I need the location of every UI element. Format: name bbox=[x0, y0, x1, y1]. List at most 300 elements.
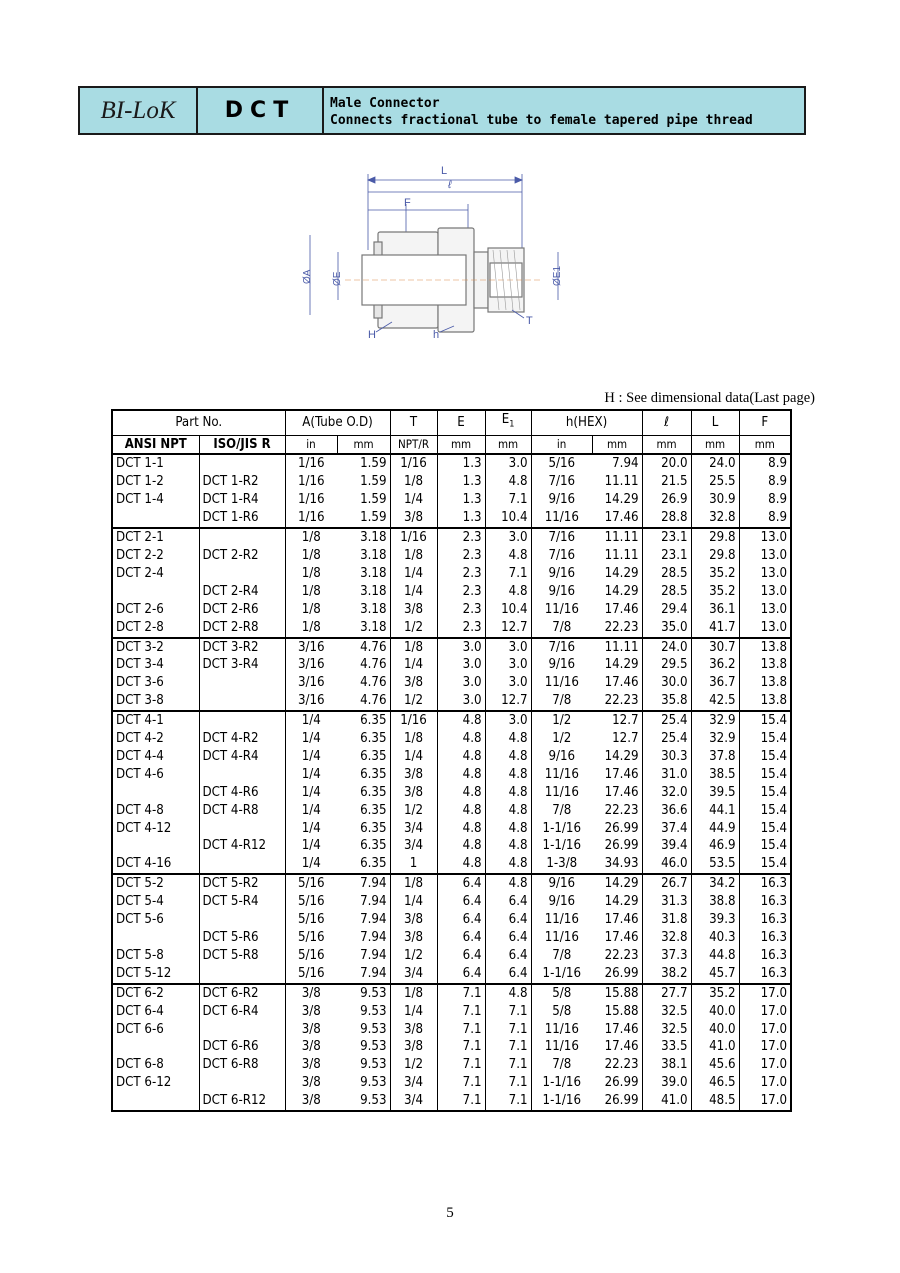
table-row bbox=[112, 692, 791, 711]
table-cell: 17.46 bbox=[592, 1021, 642, 1039]
table-cell: 11.11 bbox=[592, 638, 642, 657]
table-cell: 9/16 bbox=[531, 565, 592, 583]
unit-cell: mm bbox=[337, 435, 390, 454]
table-cell: 3/8 bbox=[390, 911, 437, 929]
table-cell: 6.4 bbox=[437, 911, 485, 929]
table-cell bbox=[199, 692, 285, 711]
table-cell: 11.11 bbox=[592, 473, 642, 491]
table-cell: 3/8 bbox=[390, 766, 437, 784]
table-cell: 17.46 bbox=[592, 911, 642, 929]
table-cell: 7/8 bbox=[531, 947, 592, 965]
table-cell: 3.18 bbox=[337, 619, 390, 638]
unit-cell: ANSI NPT bbox=[112, 435, 199, 454]
table-cell: 4.8 bbox=[437, 766, 485, 784]
table-cell: 3/16 bbox=[285, 638, 337, 657]
table-cell: 4.8 bbox=[485, 748, 531, 766]
table-cell: 7/8 bbox=[531, 619, 592, 638]
table-cell: 5/16 bbox=[285, 893, 337, 911]
table-cell: 31.8 bbox=[642, 911, 691, 929]
table-cell: 7.1 bbox=[485, 491, 531, 509]
table-cell: 7/16 bbox=[531, 638, 592, 657]
table-cell: 1/4 bbox=[390, 656, 437, 674]
table-cell: 16.3 bbox=[739, 911, 791, 929]
table-cell: 3/16 bbox=[285, 674, 337, 692]
table-cell: 41.0 bbox=[642, 1092, 691, 1111]
table-cell: 39.3 bbox=[691, 911, 739, 929]
table-row bbox=[112, 784, 791, 802]
table-cell: 1/2 bbox=[390, 692, 437, 711]
table-cell: 32.9 bbox=[691, 711, 739, 730]
table-cell: DCT 6-R2 bbox=[199, 984, 285, 1003]
table-cell: 1/4 bbox=[390, 893, 437, 911]
table-cell: 13.0 bbox=[739, 528, 791, 547]
table-cell: DCT 3-R2 bbox=[199, 638, 285, 657]
table-cell: DCT 4-6 bbox=[112, 766, 199, 784]
table-cell: 7.1 bbox=[485, 1056, 531, 1074]
table-cell: DCT 1-R2 bbox=[199, 473, 285, 491]
col-l-big: L bbox=[691, 410, 739, 435]
table-cell: 16.3 bbox=[739, 929, 791, 947]
table-cell: 6.35 bbox=[337, 748, 390, 766]
table-cell: 1.59 bbox=[337, 473, 390, 491]
table-row bbox=[112, 1021, 791, 1039]
table-row bbox=[112, 965, 791, 984]
table-cell: 13.8 bbox=[739, 656, 791, 674]
table-cell: DCT 4-R6 bbox=[199, 784, 285, 802]
table-cell: 25.5 bbox=[691, 473, 739, 491]
table-cell: 1/2 bbox=[531, 711, 592, 730]
table-cell: DCT 4-R2 bbox=[199, 730, 285, 748]
table-cell: 2.3 bbox=[437, 565, 485, 583]
table-cell: DCT 6-12 bbox=[112, 1074, 199, 1092]
table-cell: DCT 4-1 bbox=[112, 711, 199, 730]
table-cell: 7.94 bbox=[337, 929, 390, 947]
table-cell: 7.94 bbox=[337, 874, 390, 893]
col-l-small: ℓ bbox=[642, 410, 691, 435]
table-cell: 9.53 bbox=[337, 1038, 390, 1056]
table-cell: 40.0 bbox=[691, 1003, 739, 1021]
table-cell: 3.0 bbox=[485, 711, 531, 730]
table-cell: 7.1 bbox=[485, 1003, 531, 1021]
table-cell: 4.8 bbox=[485, 583, 531, 601]
table-cell: 17.0 bbox=[739, 1074, 791, 1092]
label-A: ØA bbox=[302, 269, 313, 284]
table-cell: 25.4 bbox=[642, 730, 691, 748]
table-cell: 4.76 bbox=[337, 638, 390, 657]
table-cell: 1/4 bbox=[285, 802, 337, 820]
table-cell: 5/16 bbox=[285, 965, 337, 984]
table-row bbox=[112, 1038, 791, 1056]
table-cell: 7.1 bbox=[437, 1092, 485, 1111]
table-cell: 37.4 bbox=[642, 820, 691, 838]
table-cell: 14.29 bbox=[592, 565, 642, 583]
unit-cell: mm bbox=[642, 435, 691, 454]
table-cell: 6.35 bbox=[337, 802, 390, 820]
table-cell: 29.4 bbox=[642, 601, 691, 619]
table-cell: DCT 6-6 bbox=[112, 1021, 199, 1039]
table-cell: 1/2 bbox=[390, 619, 437, 638]
table-cell: 7.1 bbox=[485, 1074, 531, 1092]
table-cell: DCT 6-4 bbox=[112, 1003, 199, 1021]
table-cell: 39.0 bbox=[642, 1074, 691, 1092]
table-cell: 27.7 bbox=[642, 984, 691, 1003]
table-cell: 13.8 bbox=[739, 692, 791, 711]
table-cell: 15.88 bbox=[592, 984, 642, 1003]
table-cell: 17.46 bbox=[592, 1038, 642, 1056]
table-cell: 46.9 bbox=[691, 837, 739, 855]
table-cell: DCT 5-4 bbox=[112, 893, 199, 911]
table-row bbox=[112, 674, 791, 692]
table-cell: 14.29 bbox=[592, 491, 642, 509]
table-cell: 33.5 bbox=[642, 1038, 691, 1056]
table-cell: 22.23 bbox=[592, 802, 642, 820]
table-cell: 7.1 bbox=[437, 1021, 485, 1039]
table-cell: 6.4 bbox=[485, 929, 531, 947]
table-cell: 4.8 bbox=[485, 784, 531, 802]
table-row bbox=[112, 1056, 791, 1074]
table-cell: 17.46 bbox=[592, 601, 642, 619]
table-cell: 4.8 bbox=[485, 984, 531, 1003]
dimensional-data-note: H : See dimensional data(Last page) bbox=[604, 390, 815, 406]
table-cell: 15.4 bbox=[739, 748, 791, 766]
table-cell: 8.9 bbox=[739, 491, 791, 509]
table-cell: 3.0 bbox=[437, 656, 485, 674]
col-part-no: Part No. bbox=[112, 410, 285, 435]
table-cell bbox=[112, 1038, 199, 1056]
table-cell: 6.35 bbox=[337, 820, 390, 838]
table-cell: 17.46 bbox=[592, 674, 642, 692]
table-cell bbox=[199, 1021, 285, 1039]
table-cell: 5/16 bbox=[285, 911, 337, 929]
table-cell: 16.3 bbox=[739, 893, 791, 911]
table-cell: 7.1 bbox=[485, 1092, 531, 1111]
table-cell: 1/16 bbox=[390, 711, 437, 730]
label-T: T bbox=[526, 315, 533, 327]
table-cell: 1-1/16 bbox=[531, 820, 592, 838]
table-cell: 17.0 bbox=[739, 1021, 791, 1039]
dimension-table bbox=[111, 409, 792, 1112]
table-cell: 35.2 bbox=[691, 565, 739, 583]
table-cell: 3/4 bbox=[390, 965, 437, 984]
table-cell: 4.8 bbox=[485, 473, 531, 491]
table-cell: 11/16 bbox=[531, 601, 592, 619]
table-cell: 6.35 bbox=[337, 766, 390, 784]
table-cell: 7/16 bbox=[531, 547, 592, 565]
table-cell: 3.0 bbox=[485, 674, 531, 692]
table-cell: 9.53 bbox=[337, 1003, 390, 1021]
table-cell bbox=[112, 837, 199, 855]
table-cell: 1/8 bbox=[285, 583, 337, 601]
table-cell: 29.8 bbox=[691, 528, 739, 547]
table-cell: DCT 1-R6 bbox=[199, 509, 285, 528]
table-cell: 4.8 bbox=[437, 802, 485, 820]
table-row bbox=[112, 528, 791, 547]
table-cell: 2.3 bbox=[437, 583, 485, 601]
table-cell: 3.18 bbox=[337, 565, 390, 583]
table-row bbox=[112, 1074, 791, 1092]
table-cell: 4.8 bbox=[485, 547, 531, 565]
table-cell: 45.6 bbox=[691, 1056, 739, 1074]
table-cell: 37.3 bbox=[642, 947, 691, 965]
table-cell: 13.0 bbox=[739, 547, 791, 565]
table-cell: 3/8 bbox=[285, 1021, 337, 1039]
table-cell: 39.4 bbox=[642, 837, 691, 855]
table-cell: DCT 2-R6 bbox=[199, 601, 285, 619]
table-cell: 16.3 bbox=[739, 874, 791, 893]
table-cell: 7.94 bbox=[337, 947, 390, 965]
table-cell: 34.93 bbox=[592, 855, 642, 874]
table-cell: 11/16 bbox=[531, 766, 592, 784]
table-cell: 20.0 bbox=[642, 454, 691, 473]
table-cell: 6.35 bbox=[337, 855, 390, 874]
table-cell: 4.8 bbox=[437, 730, 485, 748]
table-row bbox=[112, 730, 791, 748]
table-cell: 1/4 bbox=[390, 565, 437, 583]
table-cell: 9/16 bbox=[531, 656, 592, 674]
table-cell: 31.3 bbox=[642, 893, 691, 911]
table-row bbox=[112, 929, 791, 947]
table-cell: 46.5 bbox=[691, 1074, 739, 1092]
label-h: h bbox=[433, 329, 440, 341]
table-cell: 3/4 bbox=[390, 1092, 437, 1111]
table-row bbox=[112, 583, 791, 601]
table-cell: 11/16 bbox=[531, 509, 592, 528]
table-cell: 32.8 bbox=[642, 929, 691, 947]
unit-cell: mm bbox=[485, 435, 531, 454]
table-cell: 45.7 bbox=[691, 965, 739, 984]
table-cell: 6.35 bbox=[337, 711, 390, 730]
table-cell: DCT 1-4 bbox=[112, 491, 199, 509]
table-cell: 1/8 bbox=[390, 547, 437, 565]
table-cell: 15.4 bbox=[739, 784, 791, 802]
table-cell: 1/4 bbox=[285, 748, 337, 766]
table-cell: 11/16 bbox=[531, 1038, 592, 1056]
table-cell: 1/4 bbox=[390, 491, 437, 509]
table-cell: DCT 5-8 bbox=[112, 947, 199, 965]
table-cell: 30.9 bbox=[691, 491, 739, 509]
table-cell: 23.1 bbox=[642, 547, 691, 565]
table-cell: 6.4 bbox=[437, 947, 485, 965]
table-cell bbox=[199, 711, 285, 730]
col-t: T bbox=[390, 410, 437, 435]
table-row bbox=[112, 837, 791, 855]
table-cell: DCT 6-2 bbox=[112, 984, 199, 1003]
table-cell: DCT 3-6 bbox=[112, 674, 199, 692]
table-cell: 1/4 bbox=[285, 784, 337, 802]
table-cell: 26.7 bbox=[642, 874, 691, 893]
table-cell: 38.5 bbox=[691, 766, 739, 784]
table-cell: 28.5 bbox=[642, 583, 691, 601]
table-cell: 3.18 bbox=[337, 528, 390, 547]
table-cell bbox=[112, 509, 199, 528]
table-cell: 11/16 bbox=[531, 911, 592, 929]
table-cell: 1/2 bbox=[390, 947, 437, 965]
arrow-icon bbox=[515, 177, 522, 183]
table-row bbox=[112, 1003, 791, 1021]
table-cell: 4.8 bbox=[485, 820, 531, 838]
table-row bbox=[112, 473, 791, 491]
table-cell: 6.4 bbox=[437, 929, 485, 947]
table-cell: 32.5 bbox=[642, 1021, 691, 1039]
table-cell: 13.0 bbox=[739, 565, 791, 583]
product-code: DCT bbox=[198, 88, 324, 133]
table-cell: 9/16 bbox=[531, 748, 592, 766]
table-cell: 13.8 bbox=[739, 674, 791, 692]
table-cell: DCT 2-2 bbox=[112, 547, 199, 565]
table-cell: DCT 2-R4 bbox=[199, 583, 285, 601]
table-cell: 44.8 bbox=[691, 947, 739, 965]
label-E: ØE bbox=[332, 271, 343, 286]
col-h-hex: h(HEX) bbox=[531, 410, 642, 435]
table-cell: 1/8 bbox=[390, 638, 437, 657]
table-cell: 24.0 bbox=[642, 638, 691, 657]
table-cell: 10.4 bbox=[485, 601, 531, 619]
table-cell: 3/8 bbox=[285, 984, 337, 1003]
table-cell: 13.0 bbox=[739, 601, 791, 619]
table-cell: DCT 5-6 bbox=[112, 911, 199, 929]
table-cell: DCT 5-R4 bbox=[199, 893, 285, 911]
table-cell: 6.4 bbox=[485, 893, 531, 911]
table-cell: 39.5 bbox=[691, 784, 739, 802]
table-cell: 3.0 bbox=[437, 692, 485, 711]
table-cell: 1/4 bbox=[390, 748, 437, 766]
table-cell: 1/16 bbox=[390, 528, 437, 547]
col-a: A(Tube O.D) bbox=[285, 410, 390, 435]
table-cell: DCT 5-R6 bbox=[199, 929, 285, 947]
table-cell: DCT 3-R4 bbox=[199, 656, 285, 674]
table-cell bbox=[199, 820, 285, 838]
unit-cell: mm bbox=[691, 435, 739, 454]
table-cell: 35.8 bbox=[642, 692, 691, 711]
table-cell: 26.9 bbox=[642, 491, 691, 509]
label-l: ℓ bbox=[448, 179, 452, 191]
table-cell: 36.1 bbox=[691, 601, 739, 619]
table-row bbox=[112, 711, 791, 730]
table-cell: 9.53 bbox=[337, 1074, 390, 1092]
brand-logo: BI-LoK bbox=[80, 88, 198, 133]
table-cell: 15.4 bbox=[739, 855, 791, 874]
product-header bbox=[78, 86, 806, 135]
table-cell bbox=[199, 855, 285, 874]
page-number: 5 bbox=[446, 1205, 454, 1221]
table-cell bbox=[112, 583, 199, 601]
table-cell: 28.8 bbox=[642, 509, 691, 528]
table-row bbox=[112, 619, 791, 638]
table-cell: 14.29 bbox=[592, 874, 642, 893]
table-cell: 42.5 bbox=[691, 692, 739, 711]
table-cell: 35.0 bbox=[642, 619, 691, 638]
table-cell: 36.2 bbox=[691, 656, 739, 674]
table-cell: 1/2 bbox=[390, 802, 437, 820]
table-row bbox=[112, 984, 791, 1003]
table-cell: 6.4 bbox=[437, 874, 485, 893]
table-cell: 1/8 bbox=[285, 528, 337, 547]
table-cell: 38.2 bbox=[642, 965, 691, 984]
table-cell: 1.3 bbox=[437, 454, 485, 473]
table-cell: 3.0 bbox=[485, 528, 531, 547]
table-cell: 32.9 bbox=[691, 730, 739, 748]
table-cell: 10.4 bbox=[485, 509, 531, 528]
table-cell: 7.1 bbox=[485, 1038, 531, 1056]
table-cell: 44.9 bbox=[691, 820, 739, 838]
table-cell: 4.76 bbox=[337, 656, 390, 674]
table-cell: 9/16 bbox=[531, 893, 592, 911]
table-cell: 5/8 bbox=[531, 984, 592, 1003]
table-cell: DCT 5-12 bbox=[112, 965, 199, 984]
table-cell: 1.3 bbox=[437, 473, 485, 491]
table-cell: 26.99 bbox=[592, 1074, 642, 1092]
table-cell: 9/16 bbox=[531, 491, 592, 509]
table-cell: 9.53 bbox=[337, 1056, 390, 1074]
table-cell: 48.5 bbox=[691, 1092, 739, 1111]
table-cell: 14.29 bbox=[592, 748, 642, 766]
table-cell: 1.59 bbox=[337, 491, 390, 509]
table-cell: 1/8 bbox=[390, 874, 437, 893]
table-cell: 29.8 bbox=[691, 547, 739, 565]
table-cell: DCT 5-R8 bbox=[199, 947, 285, 965]
table-cell: 1/4 bbox=[285, 730, 337, 748]
table-cell: 11/16 bbox=[531, 784, 592, 802]
table-cell: 11/16 bbox=[531, 674, 592, 692]
unit-cell: mm bbox=[739, 435, 791, 454]
table-cell: 3/8 bbox=[390, 509, 437, 528]
table-cell: 13.0 bbox=[739, 583, 791, 601]
table-cell: 7/16 bbox=[531, 473, 592, 491]
table-cell: DCT 6-R12 bbox=[199, 1092, 285, 1111]
table-cell: 6.4 bbox=[437, 893, 485, 911]
table-row bbox=[112, 1092, 791, 1111]
table-cell: 1/8 bbox=[390, 730, 437, 748]
table-cell: 11/16 bbox=[531, 929, 592, 947]
table-cell: 11/16 bbox=[531, 1021, 592, 1039]
table-cell: 25.4 bbox=[642, 711, 691, 730]
table-cell: 30.3 bbox=[642, 748, 691, 766]
table-cell: 32.5 bbox=[642, 1003, 691, 1021]
table-cell: 37.8 bbox=[691, 748, 739, 766]
table-cell: 26.99 bbox=[592, 965, 642, 984]
table-cell: 1/8 bbox=[285, 547, 337, 565]
table-cell: 26.99 bbox=[592, 820, 642, 838]
table-cell: 17.0 bbox=[739, 1038, 791, 1056]
table-cell: DCT 6-R4 bbox=[199, 1003, 285, 1021]
table-cell: 1/8 bbox=[285, 619, 337, 638]
table-cell: 38.8 bbox=[691, 893, 739, 911]
table-cell: 5/8 bbox=[531, 1003, 592, 1021]
table-cell: 1/4 bbox=[285, 837, 337, 855]
table-cell: 29.5 bbox=[642, 656, 691, 674]
table-cell: DCT 2-6 bbox=[112, 601, 199, 619]
table-cell: 1/2 bbox=[531, 730, 592, 748]
label-L: L bbox=[441, 165, 448, 177]
table-cell: DCT 4-16 bbox=[112, 855, 199, 874]
table-cell: 38.1 bbox=[642, 1056, 691, 1074]
table-cell: 13.8 bbox=[739, 638, 791, 657]
table-cell: DCT 4-8 bbox=[112, 802, 199, 820]
table-cell: 22.23 bbox=[592, 619, 642, 638]
table-cell: 1/4 bbox=[285, 820, 337, 838]
table-cell: 1/4 bbox=[390, 1003, 437, 1021]
table-cell: 11.11 bbox=[592, 528, 642, 547]
table-row bbox=[112, 911, 791, 929]
table-cell: 6.35 bbox=[337, 730, 390, 748]
table-cell: 4.8 bbox=[437, 711, 485, 730]
table-cell: 36.7 bbox=[691, 674, 739, 692]
table-cell: 22.23 bbox=[592, 947, 642, 965]
table-cell bbox=[199, 911, 285, 929]
table-cell: 8.9 bbox=[739, 454, 791, 473]
table-cell: 7.1 bbox=[437, 1074, 485, 1092]
table-cell: 1.59 bbox=[337, 509, 390, 528]
